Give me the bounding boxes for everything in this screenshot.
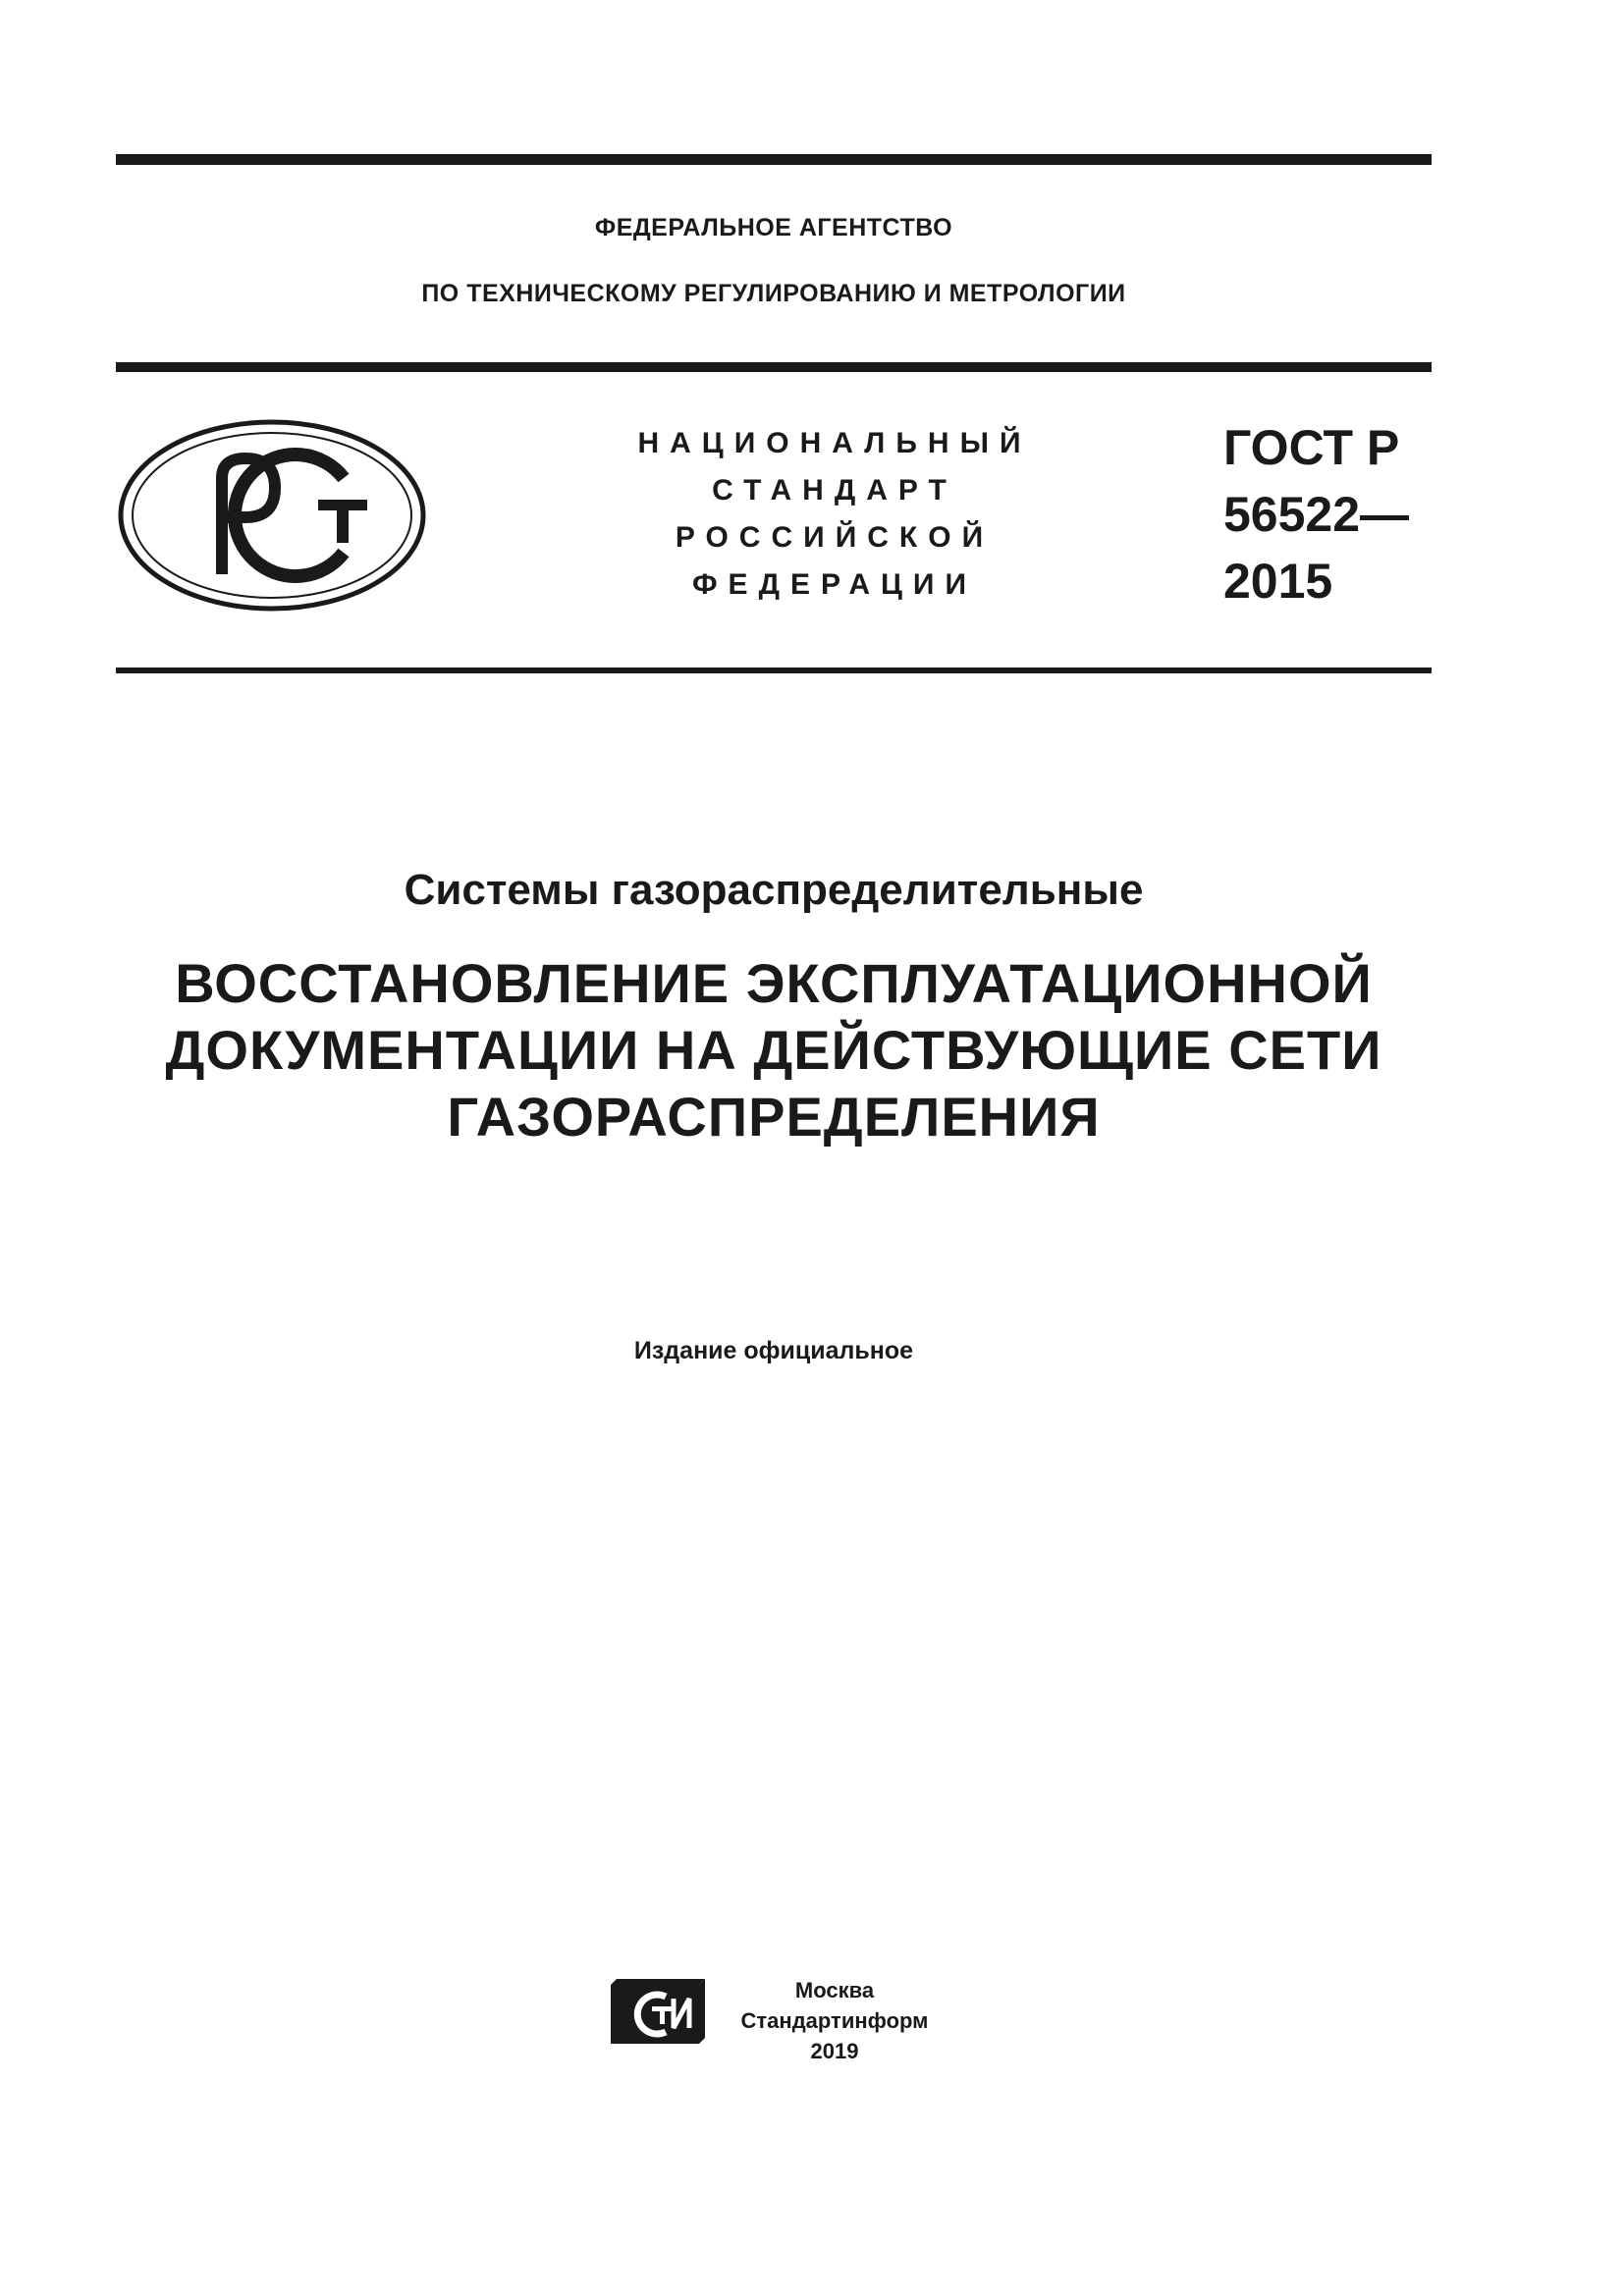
document-main-title: [98, 950, 1449, 1150]
gost-line-3: 2015: [1223, 554, 1333, 609]
rst-certification-mark-icon: [116, 417, 428, 614]
edition-label: Издание официальное: [633, 1337, 914, 1364]
main-title-line-3: ГАЗОРАСПРЕДЕЛЕНИЯ: [447, 1086, 1101, 1148]
title-block-bottom-rule: [116, 667, 1432, 673]
main-title-line-1: ВОССТАНОВЛЕНИЕ ЭКСПЛУАТАЦИОННОЙ: [175, 952, 1373, 1014]
gost-line-2: 56522—: [1223, 487, 1410, 542]
publisher-info: [717, 1975, 952, 2066]
national-line-1: НАЦИОНАЛЬНЫЙ: [637, 427, 1032, 459]
publisher-city: Москва: [794, 1978, 875, 2002]
national-line-2: СТАНДАРТ: [712, 474, 957, 507]
national-line-3: РОССИЙСКОЙ: [675, 521, 995, 554]
header-separator-rule: [116, 362, 1432, 372]
publication-year: 2019: [810, 2039, 859, 2063]
top-rule: [116, 154, 1432, 165]
main-title-line-2: ДОКУМЕНТАЦИИ НА ДЕЙСТВУЮЩИЕ СЕТИ: [165, 1019, 1382, 1081]
gost-designation: [1223, 414, 1439, 614]
agency-name-line-1: ФЕДЕРАЛЬНОЕ АГЕНТСТВО: [594, 214, 953, 241]
national-line-4: ФЕДЕРАЦИИ: [691, 568, 978, 601]
national-standard-label: [609, 420, 1060, 609]
document-subtitle: Системы газораспределительные: [404, 866, 1144, 914]
publisher-name: Стандартинформ: [740, 2008, 929, 2033]
gost-line-1: ГОСТ Р: [1223, 420, 1400, 475]
standartinform-logo-icon: [609, 1977, 707, 2048]
agency-name-line-2: ПО ТЕХНИЧЕСКОМУ РЕГУЛИРОВАНИЮ И МЕТРОЛОГИИ: [421, 280, 1126, 307]
